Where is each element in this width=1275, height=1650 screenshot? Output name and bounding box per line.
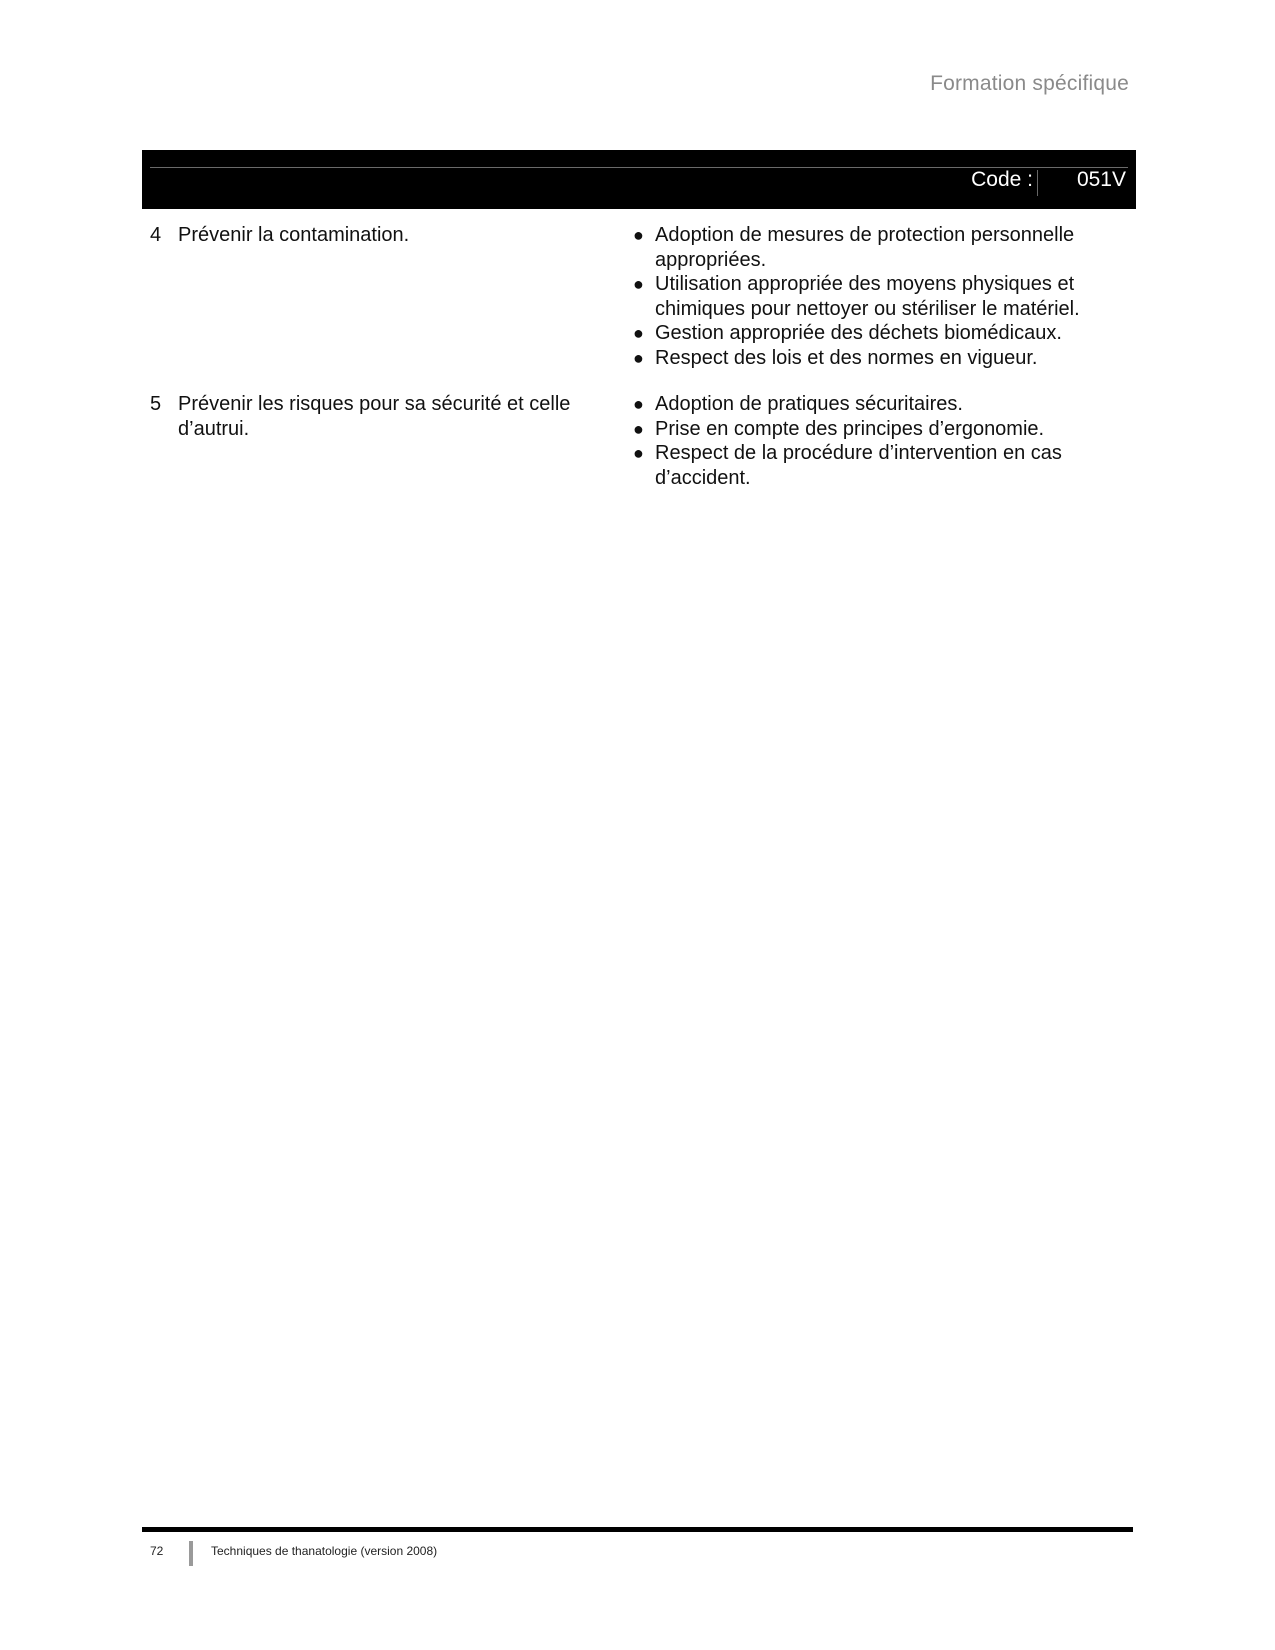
- competency-table: [142, 223, 1136, 512]
- element-text: Prévenir la contamination.: [178, 224, 410, 246]
- code-value: 051V: [1076, 168, 1126, 191]
- code-label: Code :: [971, 168, 1033, 191]
- footer-rule: [142, 1527, 1133, 1532]
- bullet-icon: ●: [633, 323, 644, 343]
- criteria-list: [629, 392, 1136, 490]
- page-number: 72: [150, 1544, 164, 1558]
- element-number: 4: [150, 224, 162, 246]
- criterion-text: Prise en compte des principes d’ergonomie.: [655, 417, 1045, 440]
- criterion-text: Respect de la procédure d’intervention en cas d’accident.: [655, 442, 1062, 489]
- criterion-text: Utilisation appropriée des moyens physiques et chimiques pour nettoyer ou stériliser le matériel.: [655, 273, 1080, 320]
- element-cell: [142, 223, 629, 370]
- list-item: [629, 441, 1136, 490]
- bullet-icon: ●: [633, 225, 644, 245]
- list-item: [629, 223, 1136, 272]
- list-item: [629, 272, 1136, 321]
- criteria-cell: [629, 392, 1136, 490]
- code-bar: [142, 150, 1136, 209]
- criterion-text: Adoption de mesures de protection personnelle appropriées.: [655, 224, 1075, 271]
- criterion-text: Gestion appropriée des déchets biomédicaux.: [655, 322, 1062, 344]
- element-cell: [142, 392, 629, 490]
- bullet-icon: ●: [633, 443, 644, 463]
- list-item: [629, 392, 1136, 417]
- footer-divider: [189, 1541, 193, 1566]
- criteria-list: [629, 223, 1136, 370]
- list-item: [629, 321, 1136, 346]
- list-item: [629, 346, 1136, 371]
- element-text: Prévenir les risques pour sa sécurité et celle d’autrui.: [178, 393, 571, 440]
- criteria-cell: [629, 223, 1136, 370]
- document-title: Techniques de thanatologie (version 2008): [211, 1544, 438, 1558]
- bullet-icon: ●: [633, 394, 644, 414]
- code-divider: [1037, 170, 1038, 196]
- bullet-icon: ●: [633, 274, 644, 294]
- criterion-text: Respect des lois et des normes en vigueur.: [655, 346, 1038, 369]
- running-header: Formation spécifique: [930, 72, 1129, 95]
- table-row: [142, 392, 1136, 490]
- bullet-icon: ●: [633, 347, 644, 368]
- list-item: [629, 417, 1136, 442]
- element-number: 5: [150, 393, 162, 415]
- criterion-text: Adoption de pratiques sécuritaires.: [655, 393, 963, 415]
- bullet-icon: ●: [633, 418, 644, 439]
- table-row: [142, 223, 1136, 370]
